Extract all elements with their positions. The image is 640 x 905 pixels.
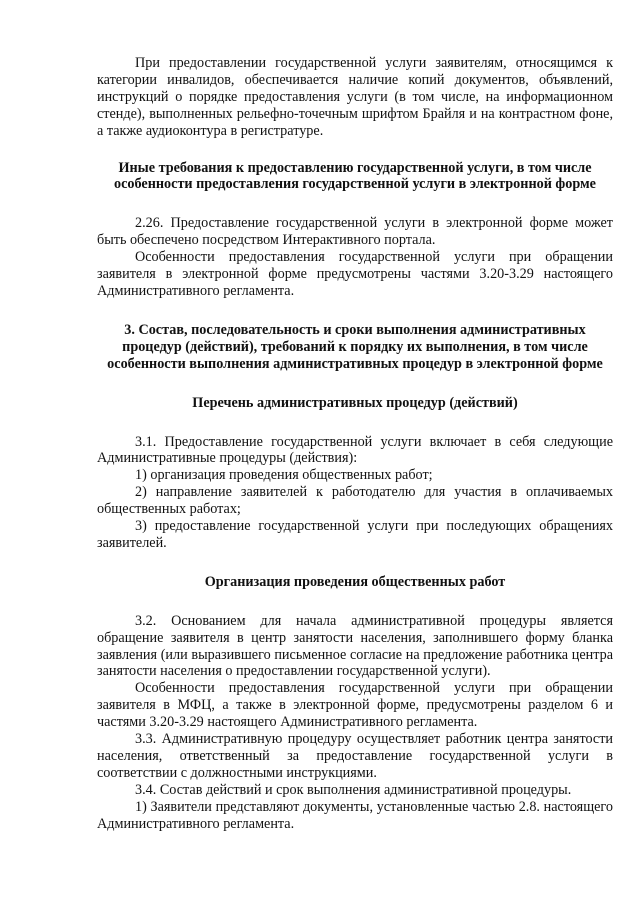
list-item-2: 2) направление заявителей к работодателю для участия в оплачиваемых общественных работах;: [97, 484, 613, 518]
paragraph-accessibility: При предоставлении государственной услуги заявителям, относящимся к категории инвалидов, обеспечивается наличие копий документов, объявлений, инструкций о порядке предоставления услуги (в том числе, на информационном стенде), выполненных рельефно-точечным шрифтом Брайля и на контрастном фоне, а также аудиоконтура в регистратуре.: [97, 55, 613, 139]
list-item-1: 1) организация проведения общественных работ;: [135, 467, 433, 484]
paragraph-3-4: 3.4. Состав действий и срок выполнения административной процедуры.: [135, 781, 572, 798]
paragraph-3-3: 3.3. Административную процедуру осуществляет работник центра занятости населения, ответственный за предоставление государственной услуги в соответствии с должностными инструкциями.: [97, 731, 613, 781]
paragraph-documents: 1) Заявители представляют документы, установленные частью 2.8. настоящего Административного регламента.: [97, 798, 613, 832]
heading-other-requirements: Иные требования к предоставлению государственной услуги, в том числе особенности предоставления государственной услуги в электронной форме: [114, 159, 596, 193]
paragraph-mfc-features: Особенности предоставления государственной услуги при обращении заявителя в МФЦ, а также в электронной форме, предусмотрены разделом 6 и частями 3.20-3.29 настоящего Административного регламента.: [97, 680, 613, 731]
heading-procedures-list: Перечень административных процедур (действий): [192, 394, 518, 411]
heading-public-works: Организация проведения общественных работ: [204, 573, 506, 590]
paragraph-2-26: 2.26. Предоставление государственной услуги в электронной форме может быть обеспечено посредством Интерактивного портала.: [97, 215, 613, 249]
heading-section-3: 3. Состав, последовательность и сроки выполнения административных процедур (действий), требований к порядку их выполнения, в том числе особенности выполнения административных процедур в электронной форме: [107, 321, 603, 372]
paragraph-3-1: 3.1. Предоставление государственной услуги включает в себя следующие Административные процедуры (действия):: [97, 433, 613, 467]
paragraph-electronic-features: Особенности предоставления государственной услуги при обращении заявителя в электронной форме предусмотрены частями 3.20-3.29 настоящего Административного регламента.: [97, 249, 613, 299]
list-item-3: 3) предоставление государственной услуги при последующих обращениях заявителей.: [97, 518, 613, 551]
paragraph-3-2: 3.2. Основанием для начала административной процедуры является обращение заявителя в центр занятости населения, заполнившего форму бланка заявления (или выразившего письменное согласие на предложение работника центра занятости населения о предоставлении государственной услуги).: [97, 612, 613, 680]
